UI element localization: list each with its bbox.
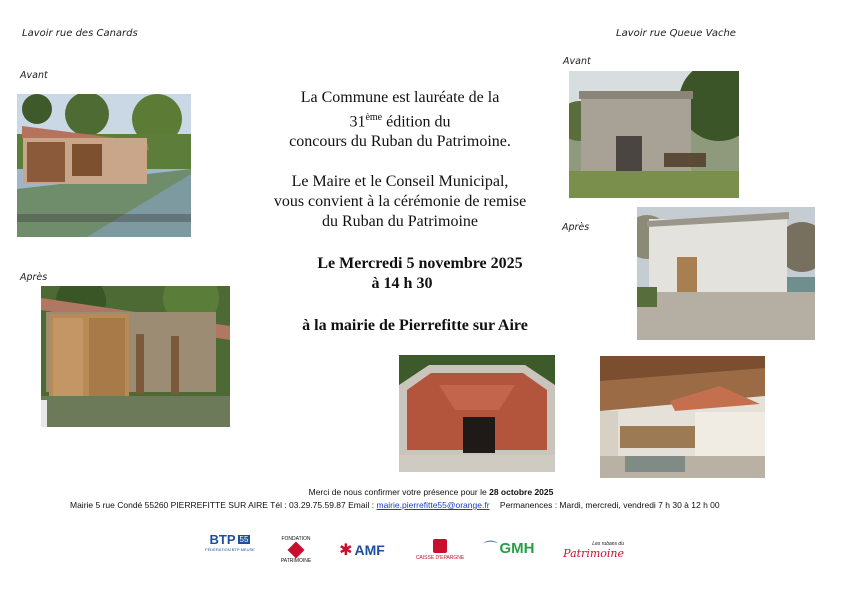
announcement-line-4: Le Maire et le Conseil Municipal, bbox=[291, 173, 509, 191]
amf-logo bbox=[328, 530, 396, 570]
address-text: Mairie 5 rue Condé 55260 PIERREFITTE SUR AIRE Tél : 03.29.75.59.87 Email : bbox=[70, 500, 375, 510]
left-after-photo bbox=[41, 286, 230, 427]
confirm-line bbox=[0, 487, 842, 497]
btp-meuse-logo bbox=[200, 522, 260, 562]
announcement-line-1: La Commune est lauréate de la bbox=[300, 89, 500, 106]
announcement-block bbox=[240, 88, 560, 232]
ruban-small-text: Les rubans du bbox=[592, 540, 624, 547]
btp-number: 55 bbox=[239, 535, 249, 544]
fondation-top-text: FONDATION bbox=[281, 536, 311, 542]
contact-line bbox=[70, 500, 840, 510]
ceremony-place: à la mairie de Pierrefitte sur Aire bbox=[302, 317, 528, 334]
left-before-photo bbox=[17, 94, 191, 237]
announcement-line-5: vous convient à la cérémonie de remise bbox=[273, 193, 527, 211]
right-lavoir-title: Lavoir rue Queue Vache bbox=[616, 28, 736, 39]
fondation-bottom-text: PATRIMOINE bbox=[280, 558, 312, 564]
ruban-patrimoine-logo bbox=[548, 530, 624, 570]
left-lavoir-title: Lavoir rue des Canards bbox=[22, 28, 138, 39]
gmh-text: GMH bbox=[499, 539, 535, 557]
fondation-emblem-icon bbox=[288, 542, 305, 559]
amf-text: AMF bbox=[354, 542, 385, 558]
ceremony-time: à 14 h 30 bbox=[371, 275, 433, 292]
confirm-text: Merci de nous confirmer votre présence pour le bbox=[308, 487, 487, 497]
gmh-emblem-icon: ⌒ bbox=[483, 540, 498, 556]
btp-text: BTP bbox=[209, 532, 236, 547]
confirm-date: 28 octobre 2025 bbox=[489, 487, 554, 497]
announcement-line-6: du Ruban du Patrimoine bbox=[322, 213, 478, 231]
caisse-text: CAISSE D'EPARGNE bbox=[415, 555, 465, 561]
hours-text: Permanences : Mardi, mercredi, vendredi 7 h 30 à 12 h 00 bbox=[499, 500, 720, 510]
btp-subtitle: FÉDÉRATION BTP MEUSE bbox=[205, 547, 255, 552]
left-after-label: Après bbox=[20, 272, 48, 283]
right-before-label: Avant bbox=[563, 56, 591, 67]
right-after-photo bbox=[637, 207, 815, 340]
ruban-text: Patrimoine bbox=[563, 546, 624, 560]
interior-photo bbox=[600, 356, 765, 478]
announcement-line-3: concours du Ruban du Patrimoine. bbox=[289, 133, 511, 151]
gmh-logo bbox=[478, 528, 540, 568]
left-before-label: Avant bbox=[20, 70, 48, 81]
fondation-patrimoine-logo bbox=[276, 530, 316, 570]
edition-rest: édition du bbox=[382, 113, 451, 131]
right-after-label: Après bbox=[562, 222, 590, 233]
caisse-epargne-logo bbox=[408, 530, 472, 570]
email-link[interactable]: mairie.pierrefitte55@orange.fr bbox=[376, 500, 490, 510]
right-before-photo bbox=[569, 71, 739, 198]
edition-number: 31 bbox=[349, 113, 366, 131]
ceremony-date: Le Mercredi 5 novembre 2025 bbox=[317, 255, 523, 272]
roof-photo bbox=[399, 355, 555, 472]
caisse-emblem-icon bbox=[433, 539, 447, 553]
amf-emblem-icon: ✱ bbox=[339, 542, 353, 559]
announcement-edition bbox=[240, 108, 560, 132]
edition-superscript: ème bbox=[365, 112, 383, 123]
